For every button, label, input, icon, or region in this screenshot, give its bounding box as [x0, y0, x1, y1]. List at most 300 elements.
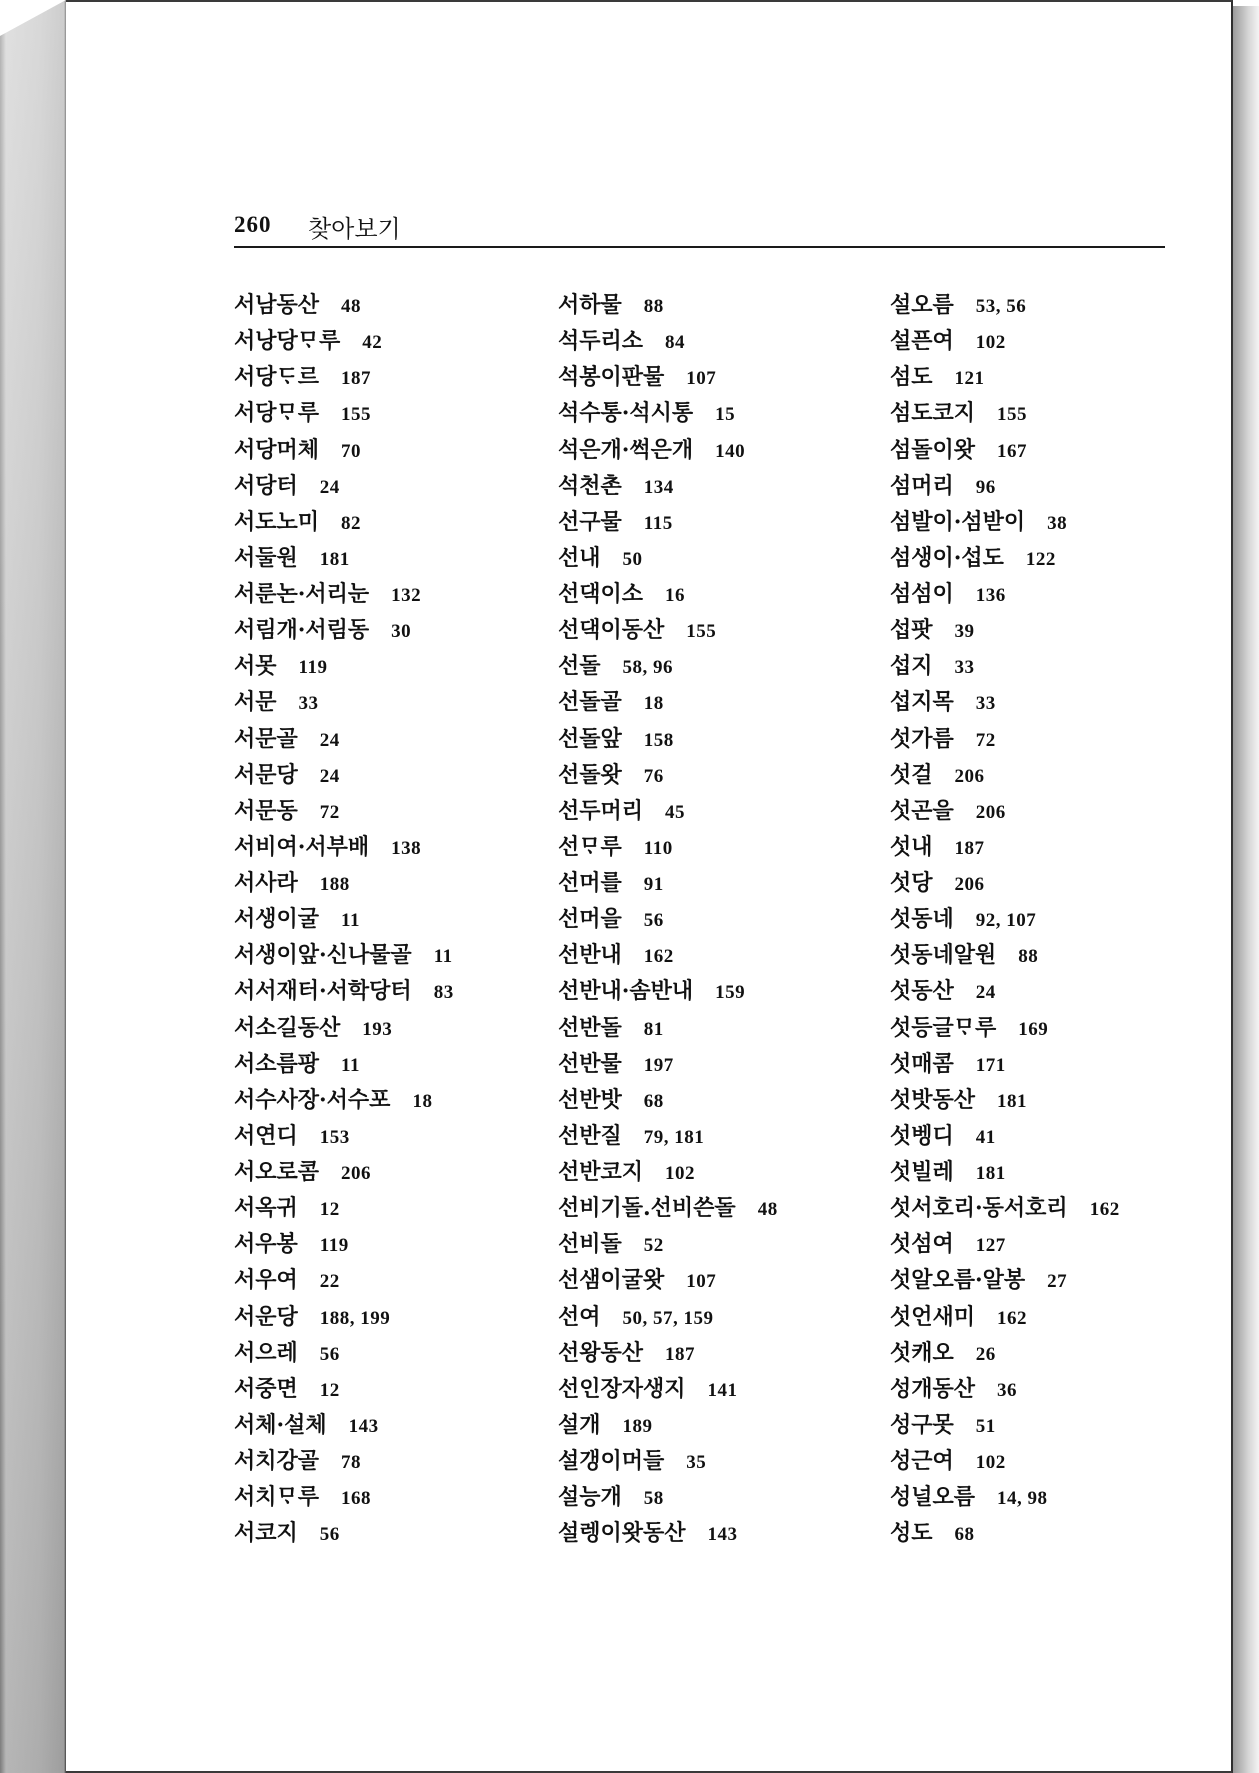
index-term: 서못	[234, 653, 277, 680]
index-page-numbers: 136	[975, 585, 1006, 606]
index-term: 선샘이굴왓	[558, 1267, 665, 1294]
index-entry	[234, 648, 552, 684]
index-entry	[558, 612, 884, 648]
index-entry	[234, 323, 552, 359]
index-entry	[890, 721, 1224, 757]
index-page-numbers: 30	[391, 621, 412, 643]
index-page-numbers: 193	[362, 1018, 393, 1040]
index-term: 섯언새미	[890, 1303, 976, 1330]
index-page-numbers: 24	[319, 476, 340, 498]
index-page-numbers: 24	[975, 982, 996, 1004]
index-term: 섯동산	[890, 978, 954, 1005]
index-page-numbers: 83	[433, 982, 454, 1004]
index-entry	[890, 1082, 1224, 1118]
index-term: 성개동산	[890, 1375, 976, 1402]
index-entry	[558, 1118, 884, 1154]
index-page-numbers: 72	[319, 801, 340, 823]
index-page-numbers: 33	[954, 657, 975, 679]
index-entry	[558, 937, 884, 973]
index-page-numbers: 24	[319, 765, 340, 787]
index-entry	[234, 1010, 552, 1046]
index-page-numbers: 110	[643, 837, 673, 859]
index-page-numbers: 168	[341, 1488, 372, 1510]
index-entry	[558, 1154, 884, 1190]
index-entry	[558, 323, 884, 359]
index-entry	[890, 901, 1224, 937]
index-page-numbers: 107	[686, 1271, 717, 1293]
index-term: 섯내	[890, 833, 933, 860]
index-page-numbers: 76	[643, 765, 664, 787]
book-spine-shade	[0, 0, 66, 1773]
index-term: 서소길동산	[234, 1014, 341, 1041]
index-page-numbers: 81	[643, 1018, 664, 1040]
index-page-numbers: 140	[715, 440, 746, 462]
index-entry	[890, 1371, 1224, 1407]
index-page-numbers: 155	[686, 621, 717, 643]
index-term: 서수사장·서수포	[234, 1086, 391, 1113]
index-page-numbers: 88	[643, 296, 664, 317]
index-entry	[890, 973, 1224, 1009]
index-page-numbers: 188, 199	[319, 1307, 391, 1329]
index-page-numbers: 41	[975, 1126, 996, 1148]
index-entry	[558, 684, 884, 720]
index-entry	[234, 1479, 552, 1515]
index-page-numbers: 206	[954, 765, 985, 787]
index-page-numbers: 58, 96	[622, 657, 674, 679]
index-entry	[890, 395, 1224, 431]
index-page-numbers: 15	[715, 404, 736, 426]
index-term: 선여	[558, 1303, 601, 1330]
index-page-numbers: 181	[975, 1163, 1006, 1184]
index-term: 섯섬여	[890, 1231, 954, 1258]
index-page-numbers: 181	[997, 1090, 1028, 1112]
index-term: 섯매콤	[890, 1050, 954, 1077]
index-term: 서문당	[234, 761, 298, 788]
index-entry	[234, 1190, 552, 1226]
index-page-numbers: 143	[348, 1415, 379, 1437]
index-term: 서낭당ᄆᆞ루	[234, 328, 341, 355]
index-term: 서생이굴	[234, 906, 320, 933]
index-term: 섬도	[890, 364, 933, 391]
index-entry	[890, 1226, 1224, 1262]
index-page-numbers: 26	[975, 1343, 996, 1365]
index-page-numbers: 22	[319, 1271, 340, 1293]
index-page-numbers: 48	[757, 1199, 778, 1221]
index-entry	[890, 1190, 1224, 1226]
index-entry	[890, 1479, 1224, 1515]
index-term: 서문동	[234, 797, 298, 824]
index-term: 선반내	[558, 942, 622, 969]
index-page-numbers: 38	[1047, 512, 1068, 534]
index-entry	[890, 648, 1224, 684]
index-page-numbers: 42	[362, 332, 383, 354]
index-page-numbers: 162	[997, 1307, 1028, 1329]
index-entry	[558, 793, 884, 829]
index-page-numbers: 68	[954, 1524, 975, 1546]
index-entry	[234, 865, 552, 901]
index-term: 서치ᄆᆞ루	[234, 1484, 320, 1511]
index-entry	[558, 757, 884, 793]
index-term: 섯캐오	[890, 1339, 954, 1366]
index-page-numbers: 56	[319, 1524, 340, 1546]
index-page-numbers: 88	[1018, 946, 1039, 968]
index-entry	[234, 540, 552, 576]
index-entry	[558, 395, 884, 431]
page-number: 260	[234, 212, 272, 237]
index-entry	[890, 829, 1224, 865]
index-entry	[558, 1010, 884, 1046]
index-term: 성널오름	[890, 1484, 976, 1511]
index-term: 서도노미	[234, 508, 320, 535]
index-term: 섯동네알원	[890, 942, 997, 969]
index-term: 서코지	[234, 1520, 298, 1547]
index-page-numbers: 82	[341, 512, 362, 534]
index-entry	[234, 829, 552, 865]
index-page-numbers: 115	[643, 512, 673, 534]
index-term: 서당ᄃᆞ르	[234, 364, 320, 391]
index-entry	[234, 1118, 552, 1154]
index-term: 서운당	[234, 1303, 298, 1330]
index-entry	[234, 757, 552, 793]
index-column-1	[234, 287, 552, 1551]
index-entry	[234, 287, 552, 323]
index-page-numbers: 162	[1089, 1199, 1120, 1221]
index-term: 성도	[890, 1520, 933, 1547]
index-page-numbers: 11	[341, 1054, 360, 1076]
index-entry	[558, 1479, 884, 1515]
index-term: 선왕동산	[558, 1339, 644, 1366]
index-term: 서당터	[234, 472, 298, 499]
index-entry	[558, 1082, 884, 1118]
index-term: 설렝이왓동산	[558, 1520, 686, 1547]
index-entry	[234, 937, 552, 973]
index-page-numbers: 121	[954, 368, 985, 390]
index-term: 선구물	[558, 508, 622, 535]
index-term: 섯알오름·알봉	[890, 1267, 1026, 1294]
index-term: 섬섬이	[890, 581, 954, 607]
index-page-numbers: 158	[643, 729, 674, 751]
index-term: 선반돌	[558, 1014, 622, 1041]
index-entry	[234, 432, 552, 468]
index-entry	[558, 973, 884, 1009]
index-term: 서우여	[234, 1267, 298, 1294]
index-term: 서하물	[558, 292, 622, 318]
index-term: 서문골	[234, 725, 298, 752]
index-page-numbers: 18	[643, 693, 664, 715]
index-entry	[558, 432, 884, 468]
index-entry	[234, 1443, 552, 1479]
index-entry	[234, 395, 552, 431]
index-term: 선비돌	[558, 1231, 622, 1258]
index-entry	[234, 1515, 552, 1551]
index-page-numbers: 155	[341, 404, 372, 426]
index-column-2	[558, 287, 884, 1551]
index-term: 석두리소	[558, 328, 644, 355]
index-entry	[558, 865, 884, 901]
index-page-numbers: 138	[391, 837, 422, 859]
index-page-numbers: 107	[686, 368, 717, 390]
index-entry	[558, 1046, 884, 1082]
index-page-numbers: 24	[319, 729, 340, 751]
index-page-numbers: 58	[643, 1488, 664, 1510]
index-entry	[558, 829, 884, 865]
index-entry	[890, 865, 1224, 901]
index-entry	[890, 1299, 1224, 1335]
index-page-numbers: 143	[707, 1524, 738, 1546]
index-term: 선돌골	[558, 689, 622, 716]
index-page-numbers: 16	[665, 585, 686, 606]
index-entry	[558, 1443, 884, 1479]
index-term: 섯곤을	[890, 797, 954, 824]
index-entry	[234, 359, 552, 395]
index-term: 성근여	[890, 1448, 954, 1474]
index-term: 서연디	[234, 1122, 298, 1149]
index-term: 서체·설체	[234, 1411, 327, 1438]
index-page-numbers: 50	[622, 548, 643, 570]
index-term: 선내	[558, 544, 601, 571]
index-entry	[234, 793, 552, 829]
index-page-numbers: 33	[298, 693, 319, 715]
index-term: 석봉이판물	[558, 364, 665, 391]
index-page-numbers: 197	[643, 1054, 674, 1076]
index-term: 섯걸	[890, 761, 933, 788]
index-term: 설오름	[890, 292, 954, 318]
index-term: 선머를	[558, 870, 622, 896]
index-page-numbers: 119	[298, 657, 328, 679]
index-page-numbers: 39	[954, 621, 975, 643]
index-page-numbers: 56	[319, 1343, 340, 1365]
index-entry	[558, 576, 884, 612]
index-term: 서비여·서부배	[234, 833, 370, 860]
index-entry	[558, 1262, 884, 1298]
index-page-numbers: 181	[319, 548, 350, 570]
index-term: 섭팟	[890, 617, 933, 644]
index-page-numbers: 51	[975, 1415, 996, 1437]
index-entry	[890, 1118, 1224, 1154]
index-page-numbers: 127	[975, 1235, 1006, 1257]
index-entry	[234, 1046, 552, 1082]
index-term: 설갱이머들	[558, 1448, 665, 1474]
index-entry	[890, 359, 1224, 395]
index-page-numbers: 14, 98	[997, 1488, 1048, 1510]
index-entry	[890, 432, 1224, 468]
index-page-numbers: 33	[975, 693, 996, 715]
index-entry	[558, 468, 884, 504]
index-entry	[558, 1299, 884, 1335]
index-page-numbers: 122	[1025, 548, 1056, 570]
index-entry	[558, 504, 884, 540]
index-entry	[234, 1335, 552, 1371]
index-entry	[890, 684, 1224, 720]
index-term: 선돌	[558, 653, 601, 680]
index-term: 서우봉	[234, 1231, 298, 1258]
index-term: 서서재터·서학당터	[234, 978, 412, 1005]
index-term: 서둘원	[234, 544, 298, 571]
index-term: 섯벵디	[890, 1122, 954, 1149]
index-entry	[558, 1190, 884, 1226]
index-term: 섯동네	[890, 906, 954, 933]
index-entry	[890, 504, 1224, 540]
index-entry	[234, 1262, 552, 1298]
index-page-numbers: 187	[954, 837, 985, 859]
index-page-numbers: 27	[1047, 1271, 1068, 1293]
index-page-numbers: 70	[341, 440, 362, 462]
index-entry	[558, 721, 884, 757]
index-term: 서림개·서림동	[234, 617, 370, 644]
index-entry	[890, 1262, 1224, 1298]
index-page-numbers: 102	[975, 332, 1006, 354]
index-term: 섬생이·섭도	[890, 544, 1004, 571]
index-page-numbers: 52	[643, 1235, 664, 1257]
index-page-numbers: 189	[622, 1415, 653, 1437]
index-page-numbers: 206	[954, 874, 985, 895]
index-page-numbers: 96	[975, 476, 996, 498]
index-entry	[234, 901, 552, 937]
index-entry	[234, 684, 552, 720]
index-term: 선반내·솜반내	[558, 978, 694, 1005]
page-edge-shadow	[1233, 6, 1259, 1773]
index-page-numbers: 134	[643, 476, 674, 498]
index-term: 섯서호리·동서호리	[890, 1195, 1068, 1222]
index-entry	[890, 1010, 1224, 1046]
index-term: 성구못	[890, 1411, 954, 1438]
index-page-numbers: 206	[975, 801, 1006, 823]
index-term: 석은개·썩은개	[558, 436, 694, 463]
index-page-numbers: 119	[319, 1235, 349, 1257]
index-entry	[234, 504, 552, 540]
index-term: 선반질	[558, 1122, 622, 1149]
index-term: 섬돌이왓	[890, 436, 976, 463]
index-term: 서으레	[234, 1339, 298, 1366]
index-term: 섬발이·섬받이	[890, 508, 1026, 535]
index-page-numbers: 53, 56	[975, 296, 1027, 317]
index-term: 선ᄆᆞ루	[558, 833, 622, 860]
index-term: 선댁이소	[558, 581, 644, 607]
index-term: 설픈여	[890, 328, 954, 355]
index-page-numbers: 50, 57, 159	[622, 1307, 714, 1329]
index-page-numbers: 78	[341, 1452, 362, 1473]
index-page-numbers: 91	[643, 874, 664, 895]
index-page-numbers: 36	[997, 1379, 1018, 1401]
header-rule	[234, 246, 1165, 248]
index-page-numbers: 72	[975, 729, 996, 751]
index-entry	[558, 1371, 884, 1407]
index-term: 선반물	[558, 1050, 622, 1077]
index-entry	[234, 973, 552, 1009]
index-page-numbers: 56	[643, 910, 664, 932]
index-term: 선돌왓	[558, 761, 622, 788]
index-term: 선두머리	[558, 797, 644, 824]
index-entry	[890, 1443, 1224, 1479]
index-entry	[558, 648, 884, 684]
index-page-numbers: 132	[391, 585, 422, 606]
index-term: 서중면	[234, 1375, 298, 1402]
index-entry	[558, 901, 884, 937]
index-page-numbers: 167	[997, 440, 1028, 462]
index-term: 설개	[558, 1411, 601, 1438]
index-entry	[234, 468, 552, 504]
index-entry	[234, 1407, 552, 1443]
index-page-numbers: 35	[686, 1452, 707, 1473]
index-term: 서오로콤	[234, 1159, 320, 1185]
index-term: 선머을	[558, 906, 622, 933]
index-entry	[558, 1515, 884, 1551]
index-entry	[558, 540, 884, 576]
index-entry	[890, 1046, 1224, 1082]
index-entry	[890, 1335, 1224, 1371]
index-term: 서옥귀	[234, 1195, 298, 1222]
index-term: 서생이앞·신나물골	[234, 942, 412, 969]
index-page-numbers: 48	[341, 296, 362, 317]
index-page-numbers: 162	[643, 946, 674, 968]
index-page-numbers: 169	[1018, 1018, 1049, 1040]
index-term: 석천촌	[558, 472, 622, 499]
index-term: 섭지	[890, 653, 933, 680]
index-page-numbers: 12	[319, 1199, 340, 1221]
index-term: 선비기돌.선비쓴돌	[558, 1195, 736, 1222]
index-term: 서당ᄆᆞ루	[234, 400, 320, 427]
index-entry	[558, 359, 884, 395]
index-entry	[558, 1407, 884, 1443]
index-page-numbers: 79, 181	[643, 1126, 705, 1148]
index-column-3	[890, 287, 1224, 1551]
index-entry	[890, 1154, 1224, 1190]
index-term: 선인장자생지	[558, 1375, 686, 1402]
index-entry	[890, 793, 1224, 829]
index-term: 섯당	[890, 870, 933, 896]
index-term: 서문	[234, 689, 277, 716]
index-page-numbers: 11	[433, 946, 453, 968]
index-page-numbers: 102	[975, 1452, 1006, 1473]
index-term: 섬도코지	[890, 400, 976, 427]
index-term: 서소름팡	[234, 1050, 320, 1077]
index-page-numbers: 187	[665, 1343, 696, 1365]
index-entry	[234, 1299, 552, 1335]
index-page-numbers: 153	[319, 1126, 350, 1148]
index-entry	[234, 612, 552, 648]
index-term: 섯등글ᄆᆞ루	[890, 1014, 997, 1041]
index-entry	[890, 323, 1224, 359]
index-page-numbers: 12	[319, 1379, 340, 1401]
index-entry	[890, 937, 1224, 973]
index-page-numbers: 18	[412, 1090, 433, 1112]
index-entry	[558, 1226, 884, 1262]
index-term: 섭지목	[890, 689, 954, 716]
index-term: 서남동산	[234, 292, 320, 318]
index-term: 서사라	[234, 870, 298, 896]
index-page-numbers: 45	[665, 801, 686, 823]
index-term: 선댁이동산	[558, 617, 665, 644]
index-term: 섬머리	[890, 472, 954, 499]
index-entry	[234, 1226, 552, 1262]
index-term: 섯빌레	[890, 1159, 954, 1185]
index-page-numbers: 187	[341, 368, 372, 390]
index-term: 설능개	[558, 1484, 622, 1511]
index-entry	[890, 612, 1224, 648]
index-page-numbers: 102	[665, 1163, 696, 1184]
index-page-numbers: 92, 107	[975, 910, 1037, 932]
index-page-numbers: 171	[975, 1054, 1006, 1076]
index-page-numbers: 159	[715, 982, 746, 1004]
index-entry	[234, 1082, 552, 1118]
index-term: 섯밧동산	[890, 1086, 976, 1113]
index-term: 석수통·석시통	[558, 400, 694, 427]
index-entry	[234, 576, 552, 612]
index-term: 선반코지	[558, 1159, 644, 1185]
index-page-numbers: 11	[341, 910, 360, 932]
index-term: 서룬논·서리눈	[234, 581, 370, 607]
index-entry	[890, 468, 1224, 504]
